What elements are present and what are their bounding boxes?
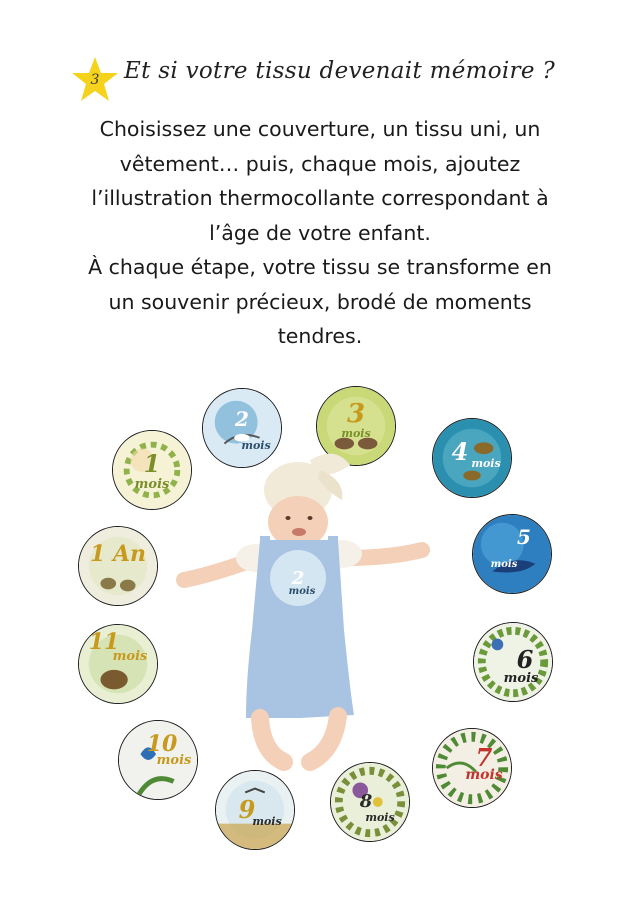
sticker-number: 8 bbox=[359, 791, 373, 812]
sticker-number: 11 bbox=[88, 629, 120, 655]
sticker-number: 2 bbox=[235, 407, 249, 431]
sticker-number: 6 bbox=[516, 645, 534, 674]
sticker-unit: mois bbox=[465, 767, 503, 783]
intro-paragraph bbox=[40, 112, 600, 354]
baby-sticker-unit: mois bbox=[288, 586, 316, 597]
sticker-number: 7 bbox=[475, 743, 493, 772]
text-line: tendres. bbox=[277, 324, 363, 348]
sticker-number: 10 bbox=[146, 731, 178, 757]
text-line: vêtement… puis, chaque mois, ajoutez bbox=[119, 151, 521, 176]
page-title: Et si votre tissu devenait mémoire ? bbox=[124, 58, 555, 84]
page-header bbox=[0, 50, 640, 106]
sticker-unit: mois bbox=[341, 427, 371, 440]
sticker-unit: mois bbox=[134, 477, 170, 492]
sticker-unit: mois bbox=[471, 457, 501, 470]
sticker-number: 4 bbox=[451, 437, 469, 466]
text-line: À chaque étape, votre tissu se transforme en bbox=[88, 255, 552, 279]
sticker-unit: mois bbox=[490, 559, 518, 570]
baby-photo bbox=[160, 440, 450, 785]
sticker-month-5 bbox=[472, 514, 552, 594]
sticker-unit: mois bbox=[365, 811, 395, 824]
sticker-unit: mois bbox=[156, 753, 192, 768]
sticker-unit: mois bbox=[241, 439, 271, 452]
sticker-month-11 bbox=[78, 624, 158, 704]
sticker-unit: mois bbox=[252, 815, 282, 828]
sticker-unit: mois bbox=[503, 671, 539, 686]
sticker-number: 9 bbox=[238, 795, 256, 824]
sticker-number: 1 bbox=[143, 449, 161, 478]
text-line: un souvenir précieux, brodé de moments bbox=[108, 289, 532, 314]
text-line: Choisissez une couverture, un tissu uni, un bbox=[99, 117, 541, 141]
sticker-month-6 bbox=[473, 622, 553, 702]
step-number: 3 bbox=[90, 72, 100, 88]
sticker-number: 5 bbox=[517, 525, 531, 549]
baby-sticker-number: 2 bbox=[291, 568, 305, 589]
sticker-year-1 bbox=[78, 526, 158, 606]
sticker-number: 1 An bbox=[89, 541, 147, 567]
text-line: l’âge de votre enfant. bbox=[209, 220, 431, 245]
sticker-number: 3 bbox=[346, 399, 366, 429]
text-line: l’illustration thermocollante correspondant à bbox=[91, 186, 549, 210]
sticker-unit: mois bbox=[112, 649, 148, 664]
star-icon bbox=[70, 55, 120, 105]
